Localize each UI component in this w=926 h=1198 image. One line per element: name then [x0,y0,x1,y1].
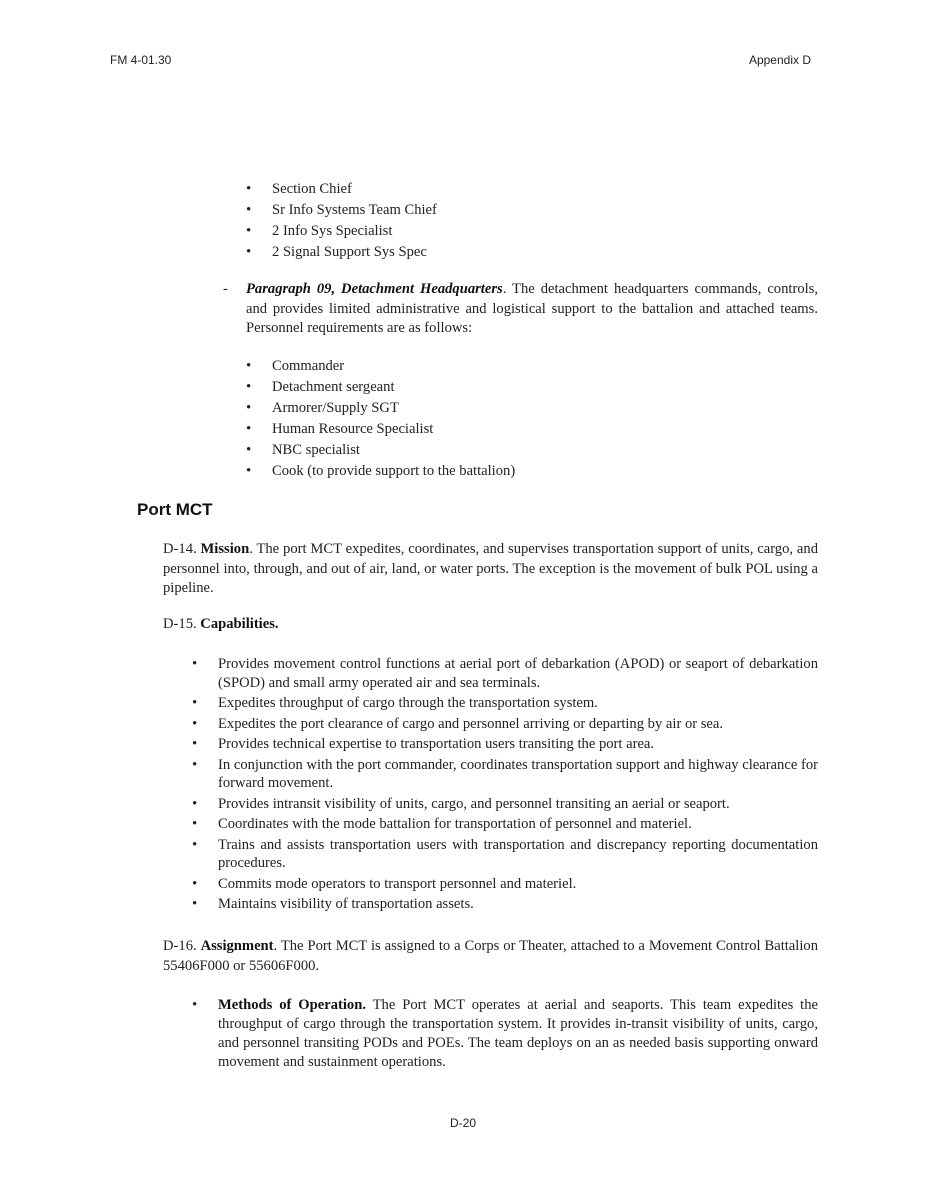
list-item: • 2 Info Sys Specialist [272,222,832,241]
list-item: • Section Chief [272,180,832,199]
paragraph-title: Assignment [200,938,274,954]
methods-title: Methods of Operation. [218,997,366,1013]
detachment-hq-text: . The detachment headquarters commands, controls, and provides limited administrative and logistical support to the battalion and attached teams. Personnel requirements are as follows: [246,281,818,336]
list-item: • In conjunction with the port commander, coordinates transportation support and highway clearance for forward movement. [218,756,818,793]
staff-list [272,180,832,264]
detachment-hq-paragraph [246,280,818,339]
list-item: • Armorer/Supply SGT [272,399,832,418]
list-item: • Expedites the port clearance of cargo and personnel arriving or departing by air or sea. [218,715,818,734]
paragraph-number: D-14. [163,541,201,557]
list-item: • Sr Info Systems Team Chief [272,201,832,220]
list-item: • Provides technical expertise to transportation users transiting the port area. [218,735,818,754]
list-item: • 2 Signal Support Sys Spec [272,243,832,262]
list-item: • Commander [272,357,832,376]
methods-text: The Port MCT operates at aerial and seaports. This team expedites the throughput of cargo through the transportation system. It provides in-transit visibility of units, cargo, and personnel transiting PODs and POEs. The team deploys on an as needed basis supporting onward movement and sustainment operations. [218,997,818,1070]
list-item: • Trains and assists transportation users with transportation and discrepancy reporting documentation procedures. [218,836,818,873]
list-item: • Provides movement control functions at aerial port of debarkation (APOD) or seaport of debarkation (SPOD) and small army operated air and sea terminals. [218,655,818,692]
list-item: • Cook (to provide support to the battalion) [272,462,832,481]
list-item: • NBC specialist [272,441,832,460]
page-number: D-20 [449,1116,476,1130]
paragraph-title: Capabilities. [200,616,279,632]
hq-personnel-list [272,357,832,483]
list-item: • Commits mode operators to transport personnel and materiel. [218,875,818,894]
header-manual-number: FM 4-01.30 [110,53,172,67]
list-item [218,996,818,1072]
list-item: • Provides intransit visibility of units, cargo, and personnel transiting an aerial or seaport. [218,795,818,814]
list-item: • Maintains visibility of transportation assets. [218,895,818,914]
paragraph-text: . The port MCT expedites, coordinates, and supervises transportation support of units, cargo, and personnel into, through, and out of air, land, or water ports. The exception is the movement of bulk POL using a pipeline. [163,541,818,596]
paragraph-title: Mission [200,541,250,557]
section-heading: Port MCT [137,500,213,519]
paragraph-d14 [163,540,818,599]
capabilities-list [218,655,818,916]
paragraph-d16 [163,937,818,976]
dash-marker: - [223,281,228,297]
list-item: • Expedites throughput of cargo through the transportation system. [218,694,818,713]
paragraph-number: D-15. [163,616,201,632]
paragraph-d15 [163,615,818,635]
paragraph-number: D-16. [163,938,201,954]
header-appendix: Appendix D [748,53,811,67]
paragraph-text: . The Port MCT is assigned to a Corps or Theater, attached to a Movement Control Battalion 55406F000 or 55606F000. [163,938,818,974]
methods-list [218,996,818,1074]
list-item: • Coordinates with the mode battalion for transportation of personnel and materiel. [218,815,818,834]
list-item: • Human Resource Specialist [272,420,832,439]
detachment-hq-title: Paragraph 09, Detachment Headquarters [246,281,503,297]
list-item: • Detachment sergeant [272,378,832,397]
